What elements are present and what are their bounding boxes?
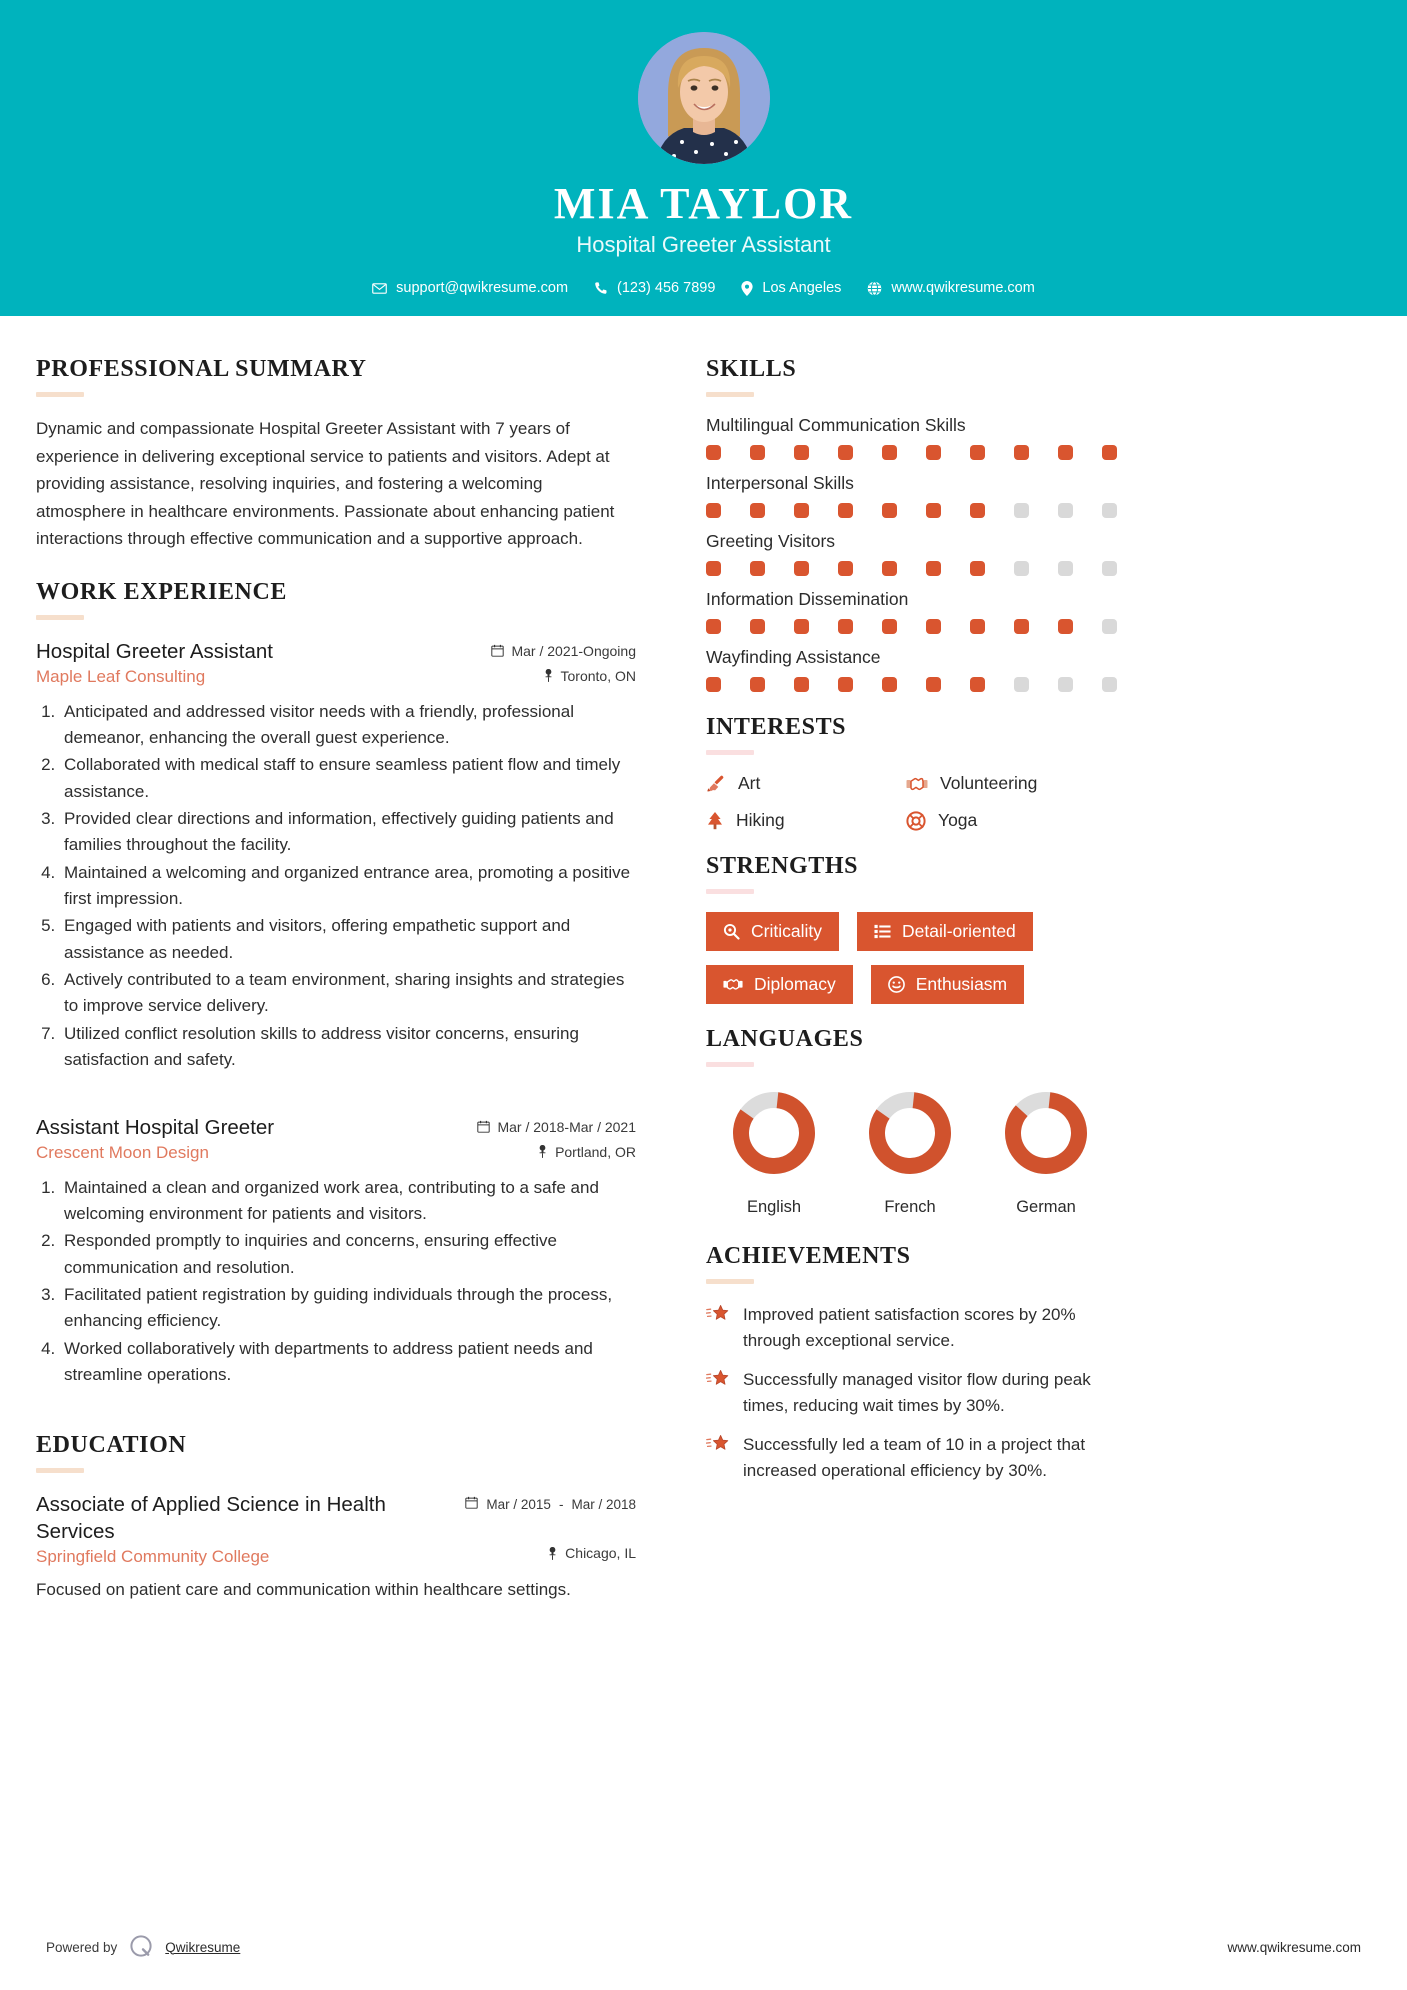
skill-dot-filled bbox=[1058, 619, 1073, 634]
skill-dot-filled bbox=[970, 445, 985, 460]
star-icon bbox=[706, 1302, 730, 1326]
skill-dot-empty bbox=[1102, 677, 1117, 692]
skill-dot-filled bbox=[706, 445, 721, 460]
bullet: 2. Collaborated with medical staff to ensure seamless patient flow and timely assistance. bbox=[60, 752, 636, 805]
skill-dot-empty bbox=[1102, 503, 1117, 518]
interest-item bbox=[706, 810, 906, 831]
skill-dot-empty bbox=[1014, 677, 1029, 692]
skill-dot-empty bbox=[1058, 561, 1073, 576]
handshake-icon bbox=[723, 976, 743, 993]
calendar-icon bbox=[477, 1120, 490, 1133]
education-start-date: Mar / 2015 bbox=[486, 1496, 551, 1512]
map-pin-icon bbox=[537, 1145, 548, 1158]
skill-dot-empty bbox=[1014, 503, 1029, 518]
skill-dot-filled bbox=[970, 677, 985, 692]
summary-heading: PROFESSIONAL SUMMARY bbox=[36, 356, 367, 382]
skill-dot-filled bbox=[706, 561, 721, 576]
skills-list bbox=[706, 415, 1126, 692]
skill-dot-filled bbox=[970, 561, 985, 576]
skill-dot-filled bbox=[926, 619, 941, 634]
skill-dot-filled bbox=[794, 503, 809, 518]
heading-rule bbox=[36, 392, 84, 397]
bullet: 1. Maintained a clean and organized work area, contributing to a safe and welcoming environment for patients and visitors. bbox=[60, 1175, 636, 1228]
heading-rule bbox=[36, 1468, 84, 1473]
heading-rule bbox=[36, 615, 84, 620]
strength-label: Criticality bbox=[751, 921, 822, 941]
achievement-text: Successfully managed visitor flow during peak times, reducing wait times by 30%. bbox=[743, 1370, 1091, 1415]
search-icon bbox=[723, 923, 740, 940]
section-professional-summary bbox=[36, 356, 636, 553]
strength-badge-enthusiasm bbox=[871, 965, 1024, 1004]
skill-dot-filled bbox=[706, 503, 721, 518]
skill-dot-filled bbox=[926, 677, 941, 692]
skill-dot-filled bbox=[838, 677, 853, 692]
strength-badge-diplomacy bbox=[706, 965, 853, 1004]
heading-rule bbox=[706, 392, 754, 397]
work-dates: Mar / 2021-Ongoing bbox=[511, 642, 636, 659]
bullet: 2. Responded promptly to inquiries and concerns, ensuring effective communication and resolution. bbox=[60, 1228, 636, 1281]
skill-rating bbox=[706, 445, 1126, 460]
contact-email-text: support@qwikresume.com bbox=[396, 280, 569, 297]
heading-rule bbox=[706, 889, 754, 894]
section-education bbox=[36, 1432, 636, 1603]
skills-heading: SKILLS bbox=[706, 356, 797, 382]
skill-dot-filled bbox=[794, 445, 809, 460]
interest-label: Hiking bbox=[736, 810, 785, 830]
star-icon bbox=[706, 1432, 730, 1456]
skill-dot-filled bbox=[838, 445, 853, 460]
skill-dot-filled bbox=[970, 503, 985, 518]
work-location: Portland, OR bbox=[555, 1143, 636, 1160]
phone-icon bbox=[594, 281, 608, 295]
skill-dot-filled bbox=[882, 561, 897, 576]
skill-item bbox=[706, 415, 1126, 460]
skill-dot-filled bbox=[706, 619, 721, 634]
languages-list bbox=[706, 1085, 1126, 1217]
map-pin-icon bbox=[547, 1547, 558, 1560]
skill-dot-filled bbox=[750, 445, 765, 460]
skill-rating bbox=[706, 561, 1126, 576]
contact-phone[interactable] bbox=[584, 280, 725, 296]
page-footer bbox=[0, 1904, 1407, 1990]
skill-dot-filled bbox=[1014, 445, 1029, 460]
education-entry bbox=[36, 1491, 636, 1603]
bullet: 4. Worked collaboratively with departments to address patient needs and streamline operations. bbox=[60, 1336, 636, 1389]
bullet: 5. Engaged with patients and visitors, offering empathetic support and assistance as needed. bbox=[60, 913, 636, 966]
work-company: Maple Leaf Consulting bbox=[36, 666, 206, 686]
work-entry bbox=[36, 1114, 636, 1389]
list-icon bbox=[874, 923, 891, 940]
work-heading: WORK EXPERIENCE bbox=[36, 578, 288, 605]
languages-heading: LANGUAGES bbox=[706, 1026, 864, 1052]
skill-dot-filled bbox=[882, 445, 897, 460]
skill-dot-filled bbox=[794, 619, 809, 634]
star-icon bbox=[706, 1367, 730, 1391]
powered-by-block bbox=[46, 1933, 240, 1962]
interest-item bbox=[706, 773, 906, 794]
skill-dot-filled bbox=[926, 561, 941, 576]
language-donut-chart bbox=[998, 1085, 1094, 1181]
lifebuoy-icon bbox=[906, 811, 926, 831]
skill-dot-filled bbox=[750, 619, 765, 634]
date-separator: - bbox=[558, 1496, 564, 1512]
tree-icon bbox=[706, 811, 724, 831]
skill-label: Information Dissemination bbox=[706, 589, 909, 609]
location-pin-icon bbox=[741, 281, 753, 296]
work-dates: Mar / 2018-Mar / 2021 bbox=[497, 1118, 636, 1135]
skill-dot-filled bbox=[882, 619, 897, 634]
job-role-subtitle: Hospital Greeter Assistant bbox=[576, 232, 831, 258]
strength-label: Diplomacy bbox=[754, 974, 836, 994]
heading-rule bbox=[706, 750, 754, 755]
skill-dot-empty bbox=[1102, 619, 1117, 634]
skill-dot-filled bbox=[882, 677, 897, 692]
powered-by-label: Powered by bbox=[46, 1939, 118, 1955]
bullet: 4. Maintained a welcoming and organized entrance area, promoting a positive first impression. bbox=[60, 860, 636, 913]
strengths-heading: STRENGTHS bbox=[706, 853, 859, 879]
heading-rule bbox=[706, 1062, 754, 1067]
interest-label: Art bbox=[738, 773, 761, 793]
work-role: Assistant Hospital Greeter bbox=[36, 1115, 275, 1139]
language-label: English bbox=[746, 1198, 802, 1216]
contact-email[interactable] bbox=[362, 280, 578, 296]
right-column bbox=[706, 356, 1126, 1618]
skill-dot-filled bbox=[926, 445, 941, 460]
skill-dot-empty bbox=[1014, 561, 1029, 576]
skill-dot-filled bbox=[838, 503, 853, 518]
left-column bbox=[36, 356, 636, 1618]
education-degree: Associate of Applied Science in Health Services bbox=[36, 1493, 386, 1544]
strength-badge-detail-oriented bbox=[857, 912, 1033, 951]
summary-text: Dynamic and compassionate Hospital Greeter Assistant with 7 years of experience in delivering exceptional service to patients and visitors. Adept at providing assistance, resolving inquiries, and fostering a welcoming atmosphere in healthcare environments. Passionate about enhancing patient interactions through effective communication and a supportive approach. bbox=[36, 419, 615, 549]
language-label: German bbox=[1016, 1198, 1076, 1216]
interest-item bbox=[906, 810, 1126, 831]
smiley-icon bbox=[888, 976, 905, 993]
language-item bbox=[842, 1085, 978, 1217]
resume-header bbox=[0, 0, 1407, 316]
skill-dot-filled bbox=[838, 619, 853, 634]
work-role: Hospital Greeter Assistant bbox=[36, 639, 273, 663]
skill-dot-filled bbox=[882, 503, 897, 518]
section-languages bbox=[706, 1026, 1126, 1217]
skill-dot-filled bbox=[1014, 619, 1029, 634]
calendar-icon bbox=[491, 644, 504, 657]
strengths-list bbox=[706, 912, 1126, 1004]
interest-label: Volunteering bbox=[940, 773, 1038, 793]
skill-label: Greeting Visitors bbox=[706, 531, 836, 551]
language-donut-chart bbox=[726, 1085, 822, 1181]
map-pin-icon bbox=[543, 669, 554, 682]
heading-rule bbox=[706, 1279, 754, 1284]
interest-label: Yoga bbox=[938, 810, 978, 830]
avatar bbox=[638, 32, 770, 164]
section-strengths bbox=[706, 853, 1126, 1004]
contact-location bbox=[731, 280, 851, 296]
bullet: 3. Facilitated patient registration by guiding individuals through the process, enhancing efficiency. bbox=[60, 1282, 636, 1335]
education-location: Chicago, IL bbox=[565, 1545, 636, 1562]
section-skills bbox=[706, 356, 1126, 692]
skill-label: Multilingual Communication Skills bbox=[706, 415, 966, 435]
page-title: MIA TAYLOR bbox=[553, 179, 854, 228]
strength-label: Detail-oriented bbox=[901, 921, 1016, 941]
education-end-date: Mar / 2018 bbox=[571, 1496, 636, 1512]
contact-location-text: Los Angeles bbox=[762, 280, 842, 297]
skill-rating bbox=[706, 619, 1126, 634]
strength-label: Enthusiasm bbox=[915, 974, 1008, 994]
contact-phone-text: (123) 456 7899 bbox=[617, 280, 716, 297]
skill-item bbox=[706, 647, 1126, 692]
calendar-icon bbox=[465, 1496, 478, 1514]
skill-dot-filled bbox=[1102, 445, 1117, 460]
paintbrush-icon bbox=[706, 774, 726, 794]
work-bullets bbox=[36, 1175, 636, 1389]
work-company: Crescent Moon Design bbox=[36, 1142, 209, 1162]
skill-dot-filled bbox=[794, 677, 809, 692]
bullet: 3. Provided clear directions and information, effectively guiding patients and families throughout the facility. bbox=[60, 806, 636, 859]
language-donut-chart bbox=[862, 1085, 958, 1181]
qwikresume-logo-icon bbox=[128, 1933, 154, 1962]
education-heading: EDUCATION bbox=[36, 1432, 187, 1459]
language-item bbox=[978, 1085, 1114, 1217]
skill-dot-filled bbox=[838, 561, 853, 576]
achievement-item bbox=[706, 1302, 1126, 1353]
achievements-list bbox=[706, 1302, 1126, 1483]
skill-rating bbox=[706, 677, 1126, 692]
bullet: 1. Anticipated and addressed visitor needs with a friendly, professional demeanor, enhancing the overall guest experience. bbox=[60, 699, 636, 752]
skill-dot-filled bbox=[706, 677, 721, 692]
resume-body bbox=[0, 316, 1407, 1618]
achievement-text: Successfully led a team of 10 in a project that increased operational efficiency by 30%. bbox=[743, 1435, 1086, 1480]
contact-website[interactable] bbox=[857, 280, 1044, 296]
strength-badge-criticality bbox=[706, 912, 839, 951]
interests-grid bbox=[706, 773, 1126, 831]
interests-heading: INTERESTS bbox=[706, 714, 847, 740]
skill-dot-empty bbox=[1102, 561, 1117, 576]
skill-label: Interpersonal Skills bbox=[706, 473, 854, 493]
achievement-item bbox=[706, 1367, 1126, 1418]
achievement-item bbox=[706, 1432, 1126, 1483]
handshake-icon bbox=[906, 774, 928, 794]
skill-dot-filled bbox=[794, 561, 809, 576]
language-item bbox=[706, 1085, 842, 1217]
skill-item bbox=[706, 473, 1126, 518]
globe-icon bbox=[867, 281, 882, 296]
mail-icon bbox=[372, 281, 387, 296]
skill-rating bbox=[706, 503, 1126, 518]
skill-dot-filled bbox=[970, 619, 985, 634]
skill-dot-filled bbox=[1058, 445, 1073, 460]
footer-url: www.qwikresume.com bbox=[1227, 1939, 1361, 1955]
bullet: 7. Utilized conflict resolution skills to address visitor concerns, ensuring satisfaction and safety. bbox=[60, 1021, 636, 1074]
language-label: French bbox=[884, 1198, 936, 1216]
qwikresume-link[interactable]: Qwikresume bbox=[165, 1939, 241, 1955]
skill-dot-filled bbox=[750, 561, 765, 576]
skill-label: Wayfinding Assistance bbox=[706, 647, 881, 667]
skill-dot-empty bbox=[1058, 503, 1073, 518]
skill-item bbox=[706, 531, 1126, 576]
section-interests bbox=[706, 714, 1126, 831]
work-bullets bbox=[36, 699, 636, 1074]
interest-item bbox=[906, 773, 1126, 794]
skill-item bbox=[706, 589, 1126, 634]
achievements-heading: ACHIEVEMENTS bbox=[706, 1243, 911, 1269]
section-achievements bbox=[706, 1243, 1126, 1483]
education-school: Springfield Community College bbox=[36, 1547, 270, 1567]
work-location: Toronto, ON bbox=[560, 667, 636, 684]
bullet: 6. Actively contributed to a team environment, sharing insights and strategies to improve service delivery. bbox=[60, 967, 636, 1020]
achievement-text: Improved patient satisfaction scores by 20% through exceptional service. bbox=[743, 1305, 1076, 1350]
skill-dot-empty bbox=[1058, 677, 1073, 692]
contact-website-text: www.qwikresume.com bbox=[891, 280, 1035, 297]
education-note: Focused on patient care and communication within healthcare settings. bbox=[36, 1580, 571, 1600]
work-entry bbox=[36, 638, 636, 1074]
skill-dot-filled bbox=[750, 503, 765, 518]
section-work-experience bbox=[36, 579, 636, 1389]
skill-dot-filled bbox=[926, 503, 941, 518]
skill-dot-filled bbox=[750, 677, 765, 692]
contact-bar bbox=[362, 280, 1045, 296]
